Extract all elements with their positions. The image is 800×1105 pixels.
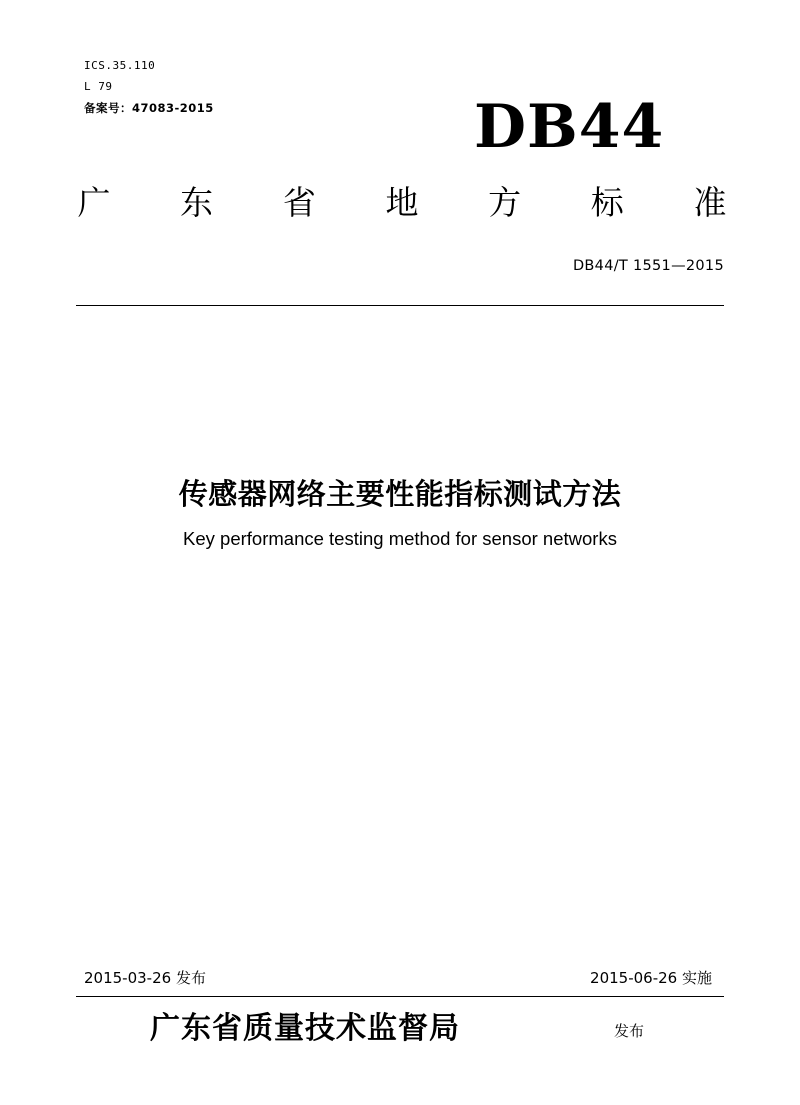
category-char: 准 [693,183,727,222]
record-number: 备案号：47083-2015 [84,101,214,115]
standard-number: DB44/T 1551—2015 [572,258,724,274]
publish-label: 发布 [614,1022,645,1040]
standard-category [72,181,732,225]
title-english: Key performance testing method for sensor networks [183,528,617,549]
ics-code: ICS.35.110 [84,59,156,72]
bottom-divider [76,996,724,997]
classification-code: L 79 [84,80,113,93]
category-char: 标 [590,183,624,222]
category-char: 省 [282,183,316,222]
category-char: 东 [180,183,214,222]
title-chinese: 传感器网络主要性能指标测试方法 [178,477,622,511]
issue-date: 2015-03-26 发布 [84,969,206,987]
publisher-name: 广东省质量技术监督局 [150,1011,460,1046]
implementation-date: 2015-06-26 实施 [590,969,712,987]
category-char: 方 [488,183,522,222]
category-char: 地 [385,183,419,222]
standard-code: DB44 [474,92,665,162]
category-char: 广 [77,183,111,222]
top-divider [76,305,724,306]
